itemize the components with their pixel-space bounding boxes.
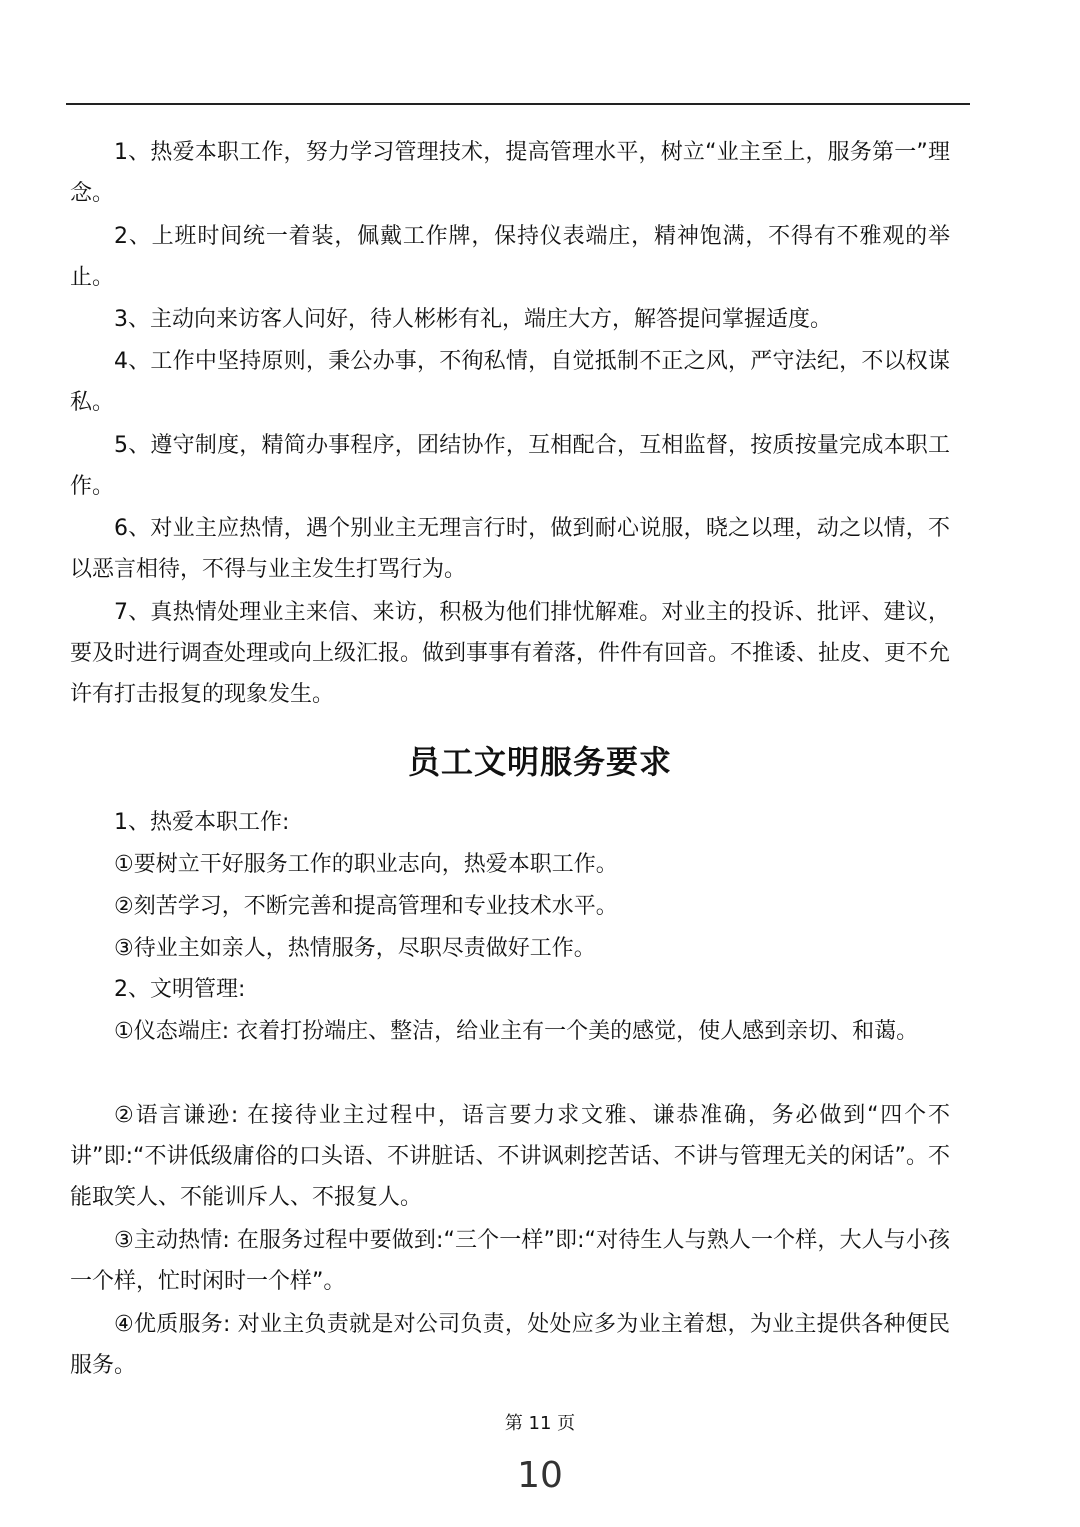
intro-item-1: 1、热爱本职工作，努力学习管理技术，提高管理水平，树立“业主至上，服务第一”理念。	[70, 140, 950, 206]
requirement-item-1-2: ②刻苦学习，不断完善和提高管理和专业技术水平。	[114, 894, 618, 919]
requirement-item-2-4: ④优质服务: 对业主负责就是对公司负责，处处应多为业主着想，为业主提供各种便民服务。	[70, 1312, 950, 1378]
intro-item-3: 3、主动向来访客人问好，待人彬彬有礼，端庄大方，解答提问掌握适度。	[114, 307, 832, 332]
intro-item-4: 4、工作中坚持原则，秉公办事，不徇私情，自觉抵制不正之风，严守法纪，不以权谋私。	[70, 349, 950, 415]
page-label: 第 11 页	[504, 1413, 576, 1434]
requirement-item-2-2: ②语言谦逊: 在接待业主过程中，语言要力求文雅、谦恭准确，务必做到“四个不讲”即:“不讲低级庸俗的口头语、不讲脏话、不讲讽刺挖苦话、不讲与管理无关的闲话”。不能取笑人、不能训斥人、不报复人。	[70, 1103, 950, 1210]
intro-item-2: 2、上班时间统一着装，佩戴工作牌，保持仪表端庄，精神饱满，不得有不雅观的举止。	[70, 224, 950, 290]
requirement-heading-1: 1、热爱本职工作:	[114, 810, 290, 835]
intro-item-5: 5、遵守制度，精简办事程序，团结协作，互相配合，互相监督，按质按量完成本职工作。	[70, 433, 950, 499]
section-title: 员工文明服务要求	[407, 743, 672, 781]
requirement-item-2-3: ③主动热情: 在服务过程中要做到:“三个一样”即:“对待生人与熟人一个样，大人与小孩一个样，忙时闲时一个样”。	[70, 1228, 950, 1294]
header-rule	[66, 103, 970, 105]
page-number: 10	[517, 1455, 563, 1496]
requirement-item-2-1: ①仪态端庄: 衣着打扮端庄、整洁，给业主有一个美的感觉，使人感到亲切、和蔼。	[114, 1019, 919, 1044]
requirement-heading-2: 2、文明管理:	[114, 977, 246, 1002]
intro-item-7: 7、真热情处理业主来信、来访，积极为他们排忧解难。对业主的投诉、批评、建议，要及时进行调查处理或向上级汇报。做到事事有着落，件件有回音。不推诿、扯皮、更不允许有打击报复的现象发生。	[70, 600, 951, 707]
requirement-item-1-3: ③待业主如亲人，热情服务，尽职尽责做好工作。	[114, 936, 596, 961]
intro-item-6: 6、对业主应热情，遇个别业主无理言行时，做到耐心说服，晓之以理，动之以情，不以恶言相待，不得与业主发生打骂行为。	[70, 516, 950, 582]
requirement-item-1-1: ①要树立干好服务工作的职业志向，热爱本职工作。	[114, 852, 618, 877]
